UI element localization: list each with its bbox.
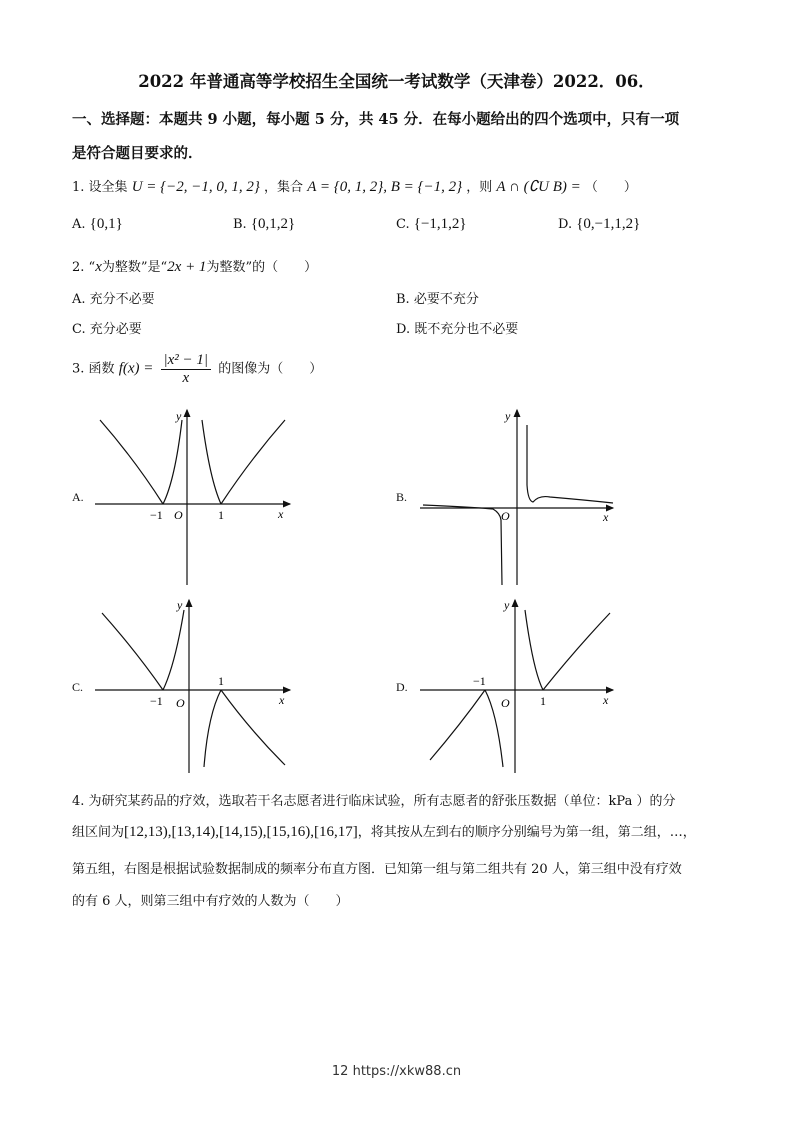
curve-right-inner	[204, 690, 221, 767]
question-4-line1: 4. 为研究某药品的疗效，选取若干名志愿者进行临床试验，所有志愿者的舒张压数据（单位：kPa ）的分	[72, 794, 676, 809]
q2-option-a-text: 充分不必要	[89, 292, 155, 307]
q3-denominator: x	[182, 369, 190, 386]
x-label: x	[603, 510, 609, 524]
q1-option-a-text: {0,1}	[89, 216, 123, 232]
q1-option-b-text: {0,1,2}	[250, 216, 296, 232]
origin-label: O	[501, 696, 510, 710]
q2-var: x	[95, 259, 102, 275]
tick-one: 1	[218, 508, 224, 522]
q2-option-a[interactable]	[72, 288, 155, 307]
page-title: 2022 年普通高等学校招生全国统一考试数学（天津卷）2022．06．	[138, 72, 655, 91]
y-label: y	[505, 409, 511, 423]
q1-paren: （ ）	[584, 180, 637, 195]
tick-one: 1	[540, 694, 546, 708]
q1-option-d-letter: D.	[558, 217, 573, 232]
q2-option-c-letter: C.	[72, 322, 86, 337]
tick-neg-one: −1	[473, 674, 486, 688]
q1-universal-set: U = {−2, −1, 0, 1, 2}	[131, 179, 260, 195]
q2-option-b-text: 必要不充分	[413, 292, 479, 307]
q1-option-c-text: {−1,1,2}	[413, 216, 467, 232]
q3-suffix: 的图像为（ ）	[218, 361, 323, 377]
graph-b[interactable]	[415, 405, 620, 587]
origin-label: O	[501, 509, 510, 523]
curve-right-inner	[525, 610, 543, 690]
tick-neg-one: −1	[150, 508, 163, 522]
curve-right	[527, 425, 613, 503]
x-label: x	[278, 507, 284, 521]
q2-option-c[interactable]	[72, 318, 142, 337]
curve-right	[221, 690, 285, 765]
curve-left	[423, 505, 502, 585]
q4-line2-a: 组区间为	[72, 825, 125, 840]
q2-option-c-text: 充分必要	[89, 322, 142, 337]
graph-b-label[interactable]: B.	[396, 490, 408, 504]
q4-line2-b: ，将其按从左到右的顺序分别编号为第一组，第二组，…，	[357, 825, 696, 840]
curve-right	[221, 420, 285, 504]
q1-option-c[interactable]	[396, 216, 467, 233]
q2-option-a-letter: A.	[72, 292, 86, 307]
graph-a-label[interactable]: A.	[72, 490, 84, 504]
y-label: y	[177, 598, 183, 612]
q1-prefix: 1. 设全集	[72, 180, 128, 195]
question-3	[72, 352, 322, 386]
graph-c[interactable]	[90, 595, 300, 775]
q2-text-a: 2. “	[72, 260, 96, 275]
curve-right	[543, 613, 610, 690]
q1-sets-a-b: A = {0, 1, 2}, B = {−1, 2}	[307, 179, 463, 195]
graph-a[interactable]	[90, 405, 300, 587]
curve-left	[430, 690, 485, 760]
question-4-line4: 的有 6 人，则第三组中有疗效的人数为（ ）	[72, 894, 349, 909]
curve-left-inner	[163, 610, 184, 690]
q2-expression: 2x + 1	[167, 259, 207, 275]
q1-expression: A ∩ (∁U B) =	[496, 179, 581, 195]
q1-option-b[interactable]	[233, 216, 295, 233]
q2-option-d[interactable]	[396, 318, 518, 337]
q4-intervals: [12,13),[13,14),[14,15),[15,16),[16,17]	[124, 824, 358, 840]
tick-neg-one: −1	[150, 694, 163, 708]
q2-option-d-text: 既不充分也不必要	[414, 322, 519, 337]
q1-option-d-text: {0,−1,1,2}	[576, 216, 641, 232]
curve-left	[102, 613, 163, 690]
question-1	[72, 176, 637, 196]
curve-right-inner	[202, 420, 221, 504]
origin-label: O	[174, 508, 183, 522]
q1-option-a-letter: A.	[72, 217, 86, 232]
q2-option-b-letter: B.	[396, 292, 410, 307]
question-2	[72, 256, 317, 276]
x-label: x	[603, 693, 609, 707]
page-footer: 12 https://xkw88.cn	[331, 1064, 462, 1079]
q1-option-a[interactable]	[72, 216, 123, 233]
origin-label: O	[176, 696, 185, 710]
section-heading-line1: 一、选择题：本题共 9 小题，每小题 5 分，共 45 分．在每小题给出的四个选项中，只有一项	[72, 111, 680, 128]
q2-text-b: 为整数”是“	[101, 260, 168, 275]
question-4-line3: 第五组，右图是根据试验数据制成的频率分布直方图．已知第一组与第二组共有 20 人，第三组中没有疗效	[72, 862, 682, 877]
q1-mid: ，集合	[264, 180, 304, 195]
q3-fraction	[161, 352, 212, 386]
q3-prefix: 3. 函数	[72, 361, 115, 377]
curve-left	[100, 420, 163, 504]
q2-option-d-letter: D.	[396, 322, 411, 337]
q1-option-c-letter: C.	[396, 217, 410, 232]
q2-option-b[interactable]	[396, 288, 479, 307]
q1-then: ，则	[466, 180, 493, 195]
q3-numerator: |x² − 1|	[161, 352, 212, 370]
q2-text-c: 为整数”的（ ）	[206, 260, 318, 275]
q1-option-b-letter: B.	[233, 217, 247, 232]
section-heading-line2: 是符合题目要求的．	[72, 145, 203, 162]
q3-fx: f(x) =	[118, 360, 154, 377]
q1-option-d[interactable]	[558, 216, 640, 233]
x-label: x	[279, 693, 285, 707]
question-4-line2	[72, 821, 696, 841]
graph-d[interactable]	[415, 595, 620, 775]
y-label: y	[176, 409, 182, 423]
tick-one: 1	[218, 674, 224, 688]
curve-left-inner	[163, 420, 182, 504]
y-label: y	[504, 598, 510, 612]
graph-d-label[interactable]: D.	[396, 680, 408, 694]
graph-c-label[interactable]: C.	[72, 680, 84, 694]
